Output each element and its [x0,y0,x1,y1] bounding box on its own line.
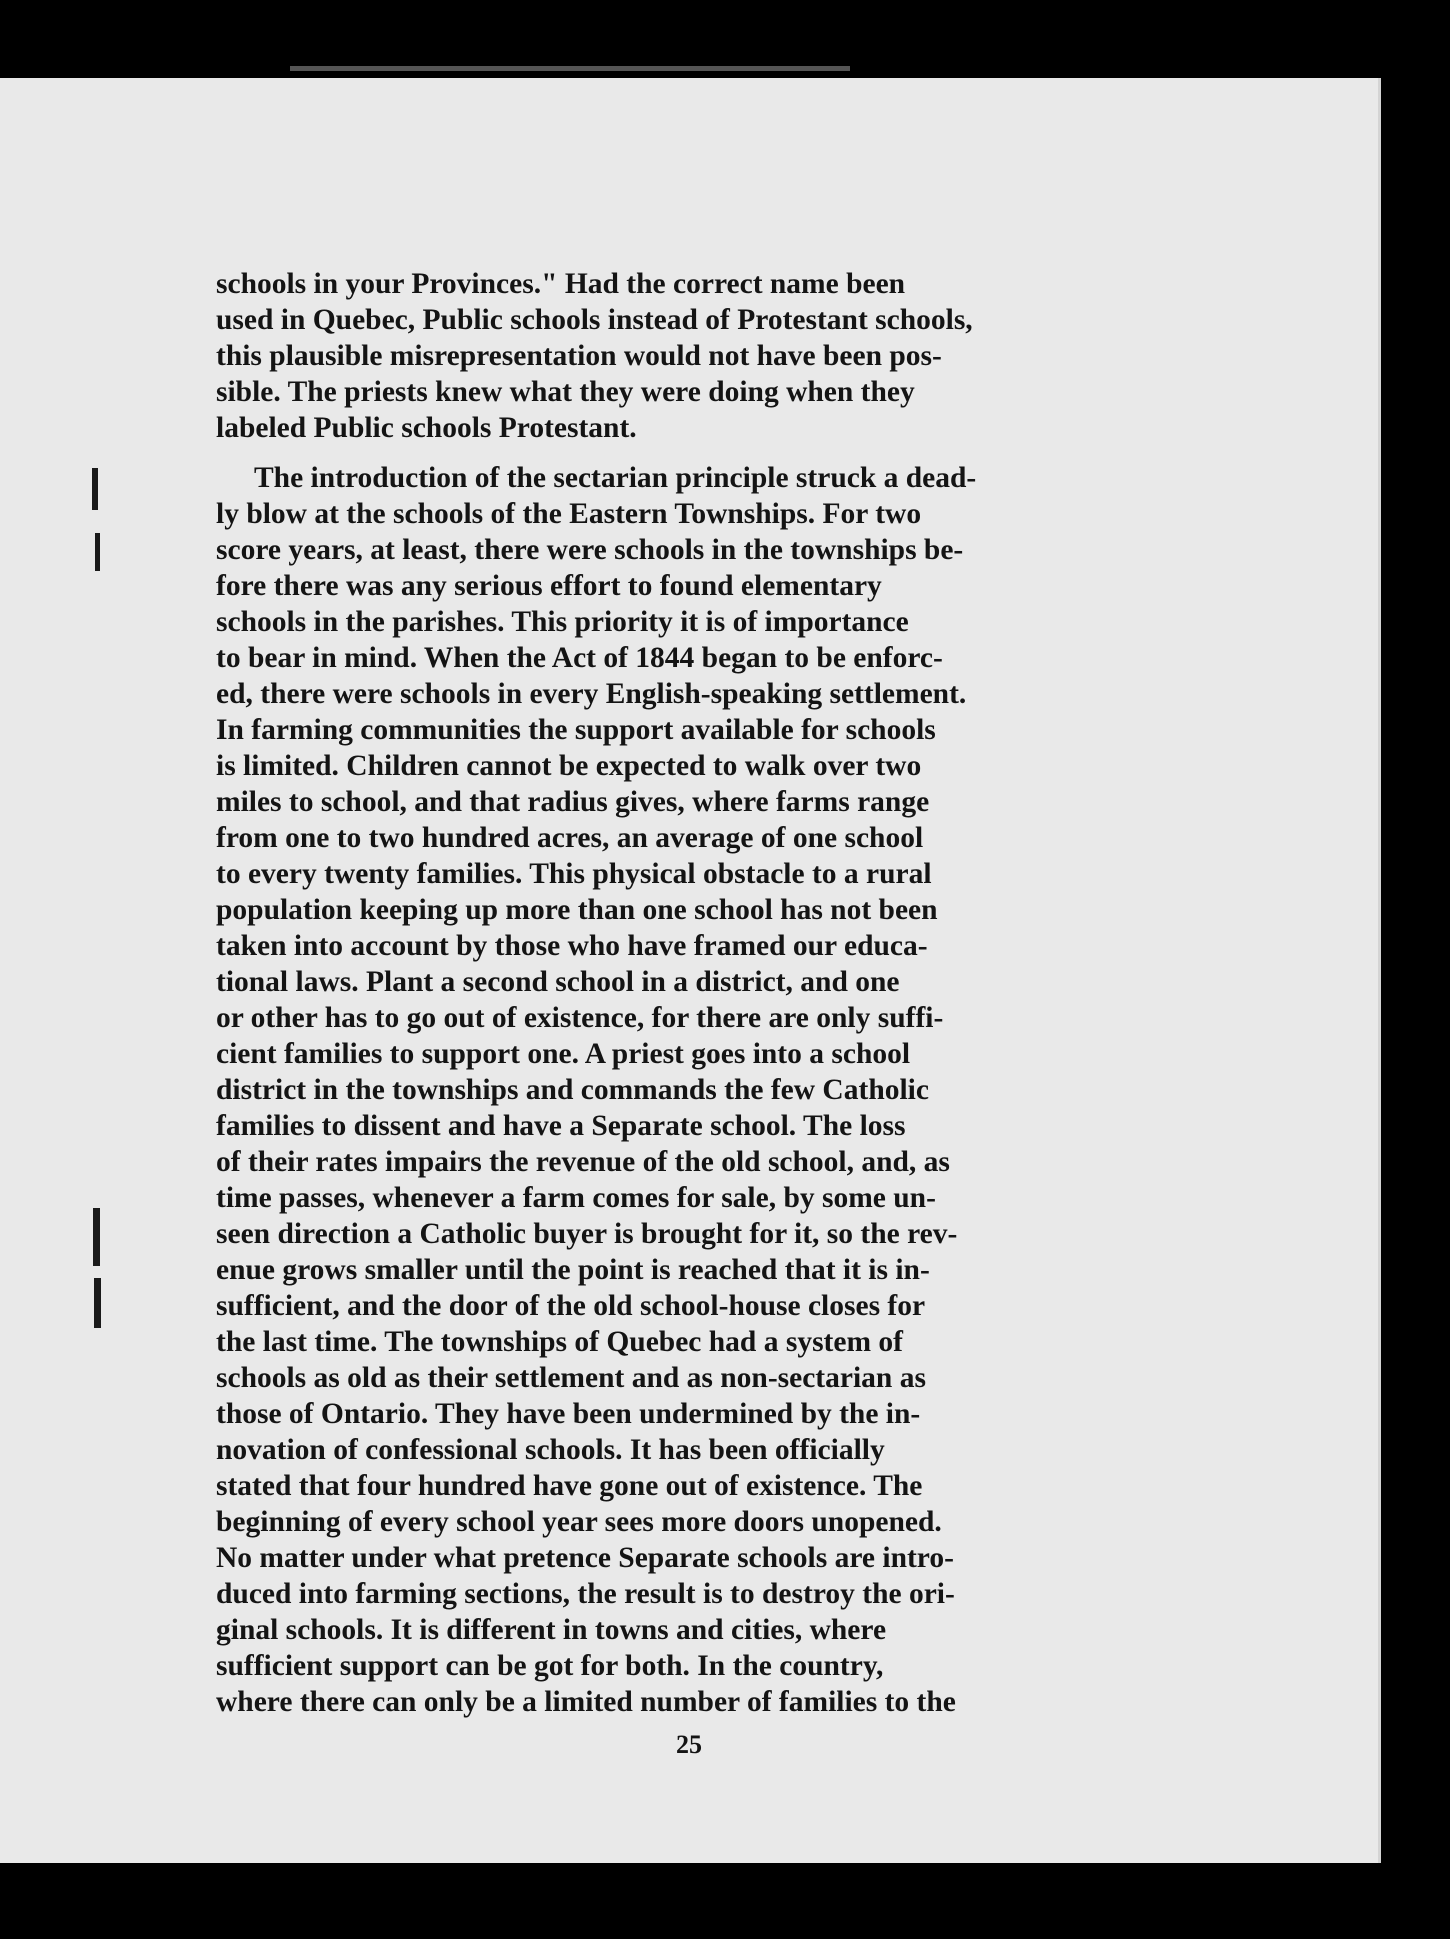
binding-mark [93,1208,100,1266]
page-number: 25 [676,1730,702,1759]
paragraph-2: The introduction of the sectarian principle struck a dead- ly blow at the schools of the Eastern Townships. For two score years, at least, there were schools in the townships be- fore there was any serious effort to found elementary schools in the parishes. This priority it is of importance to bear in mind. When the Act of 1844 began to be enforc- ed, there were schools in every English-speaking settlement. In farming communities the support available for schools is limited. Children cannot be expected to walk over two miles to school, and that radius gives, where farms range from one to two hundred acres, an average of one school to every twenty families. This physical obstacle to a rural population keeping up more than one school has not been taken into account by those who have framed our educa- tional laws. Plant a second school in a district, and one or other has to go out of existence, for there are only suffi- cient families to support one. A priest goes into a school district in the townships and commands the few Catholic families to dissent and have a Separate school. The loss of their rates impairs the revenue of the old school, and, as time passes, whenever a farm comes for sale, by some un- seen direction a Catholic buyer is brought for it, so the rev- enue grows smaller until the point is reached that it is in- sufficient, and the door of the old school-house closes for the last time. The townships of Quebec had a system of schools as old as their settlement and as non-sectarian as those of Ontario. They have been undermined by the in- novation of confessional schools. It has been officially stated that four hundred have gone out of existence. The beginning of every school year sees more doors unopened. No matter under what pretence Separate schools are intro- duced into farming sections, the result is to destroy the ori- ginal schools. It is different in towns and cities, where sufficient support can be got for both. In the country, where there can only be a limited number of families to the [216,462,977,1718]
binding-mark [95,533,100,571]
page-top-edge [290,66,850,71]
paragraph-1: schools in your Provinces." Had the correct name been used in Quebec, Public schools instead of Protestant schools, this plausible misrepresentation would not have been pos- sible. The priests knew what they were doing when they labeled Public schools Protestant. [216,268,973,444]
binding-mark [92,468,98,510]
document-page [0,78,1381,1863]
body-text [216,266,1178,1720]
binding-mark [94,1278,101,1328]
